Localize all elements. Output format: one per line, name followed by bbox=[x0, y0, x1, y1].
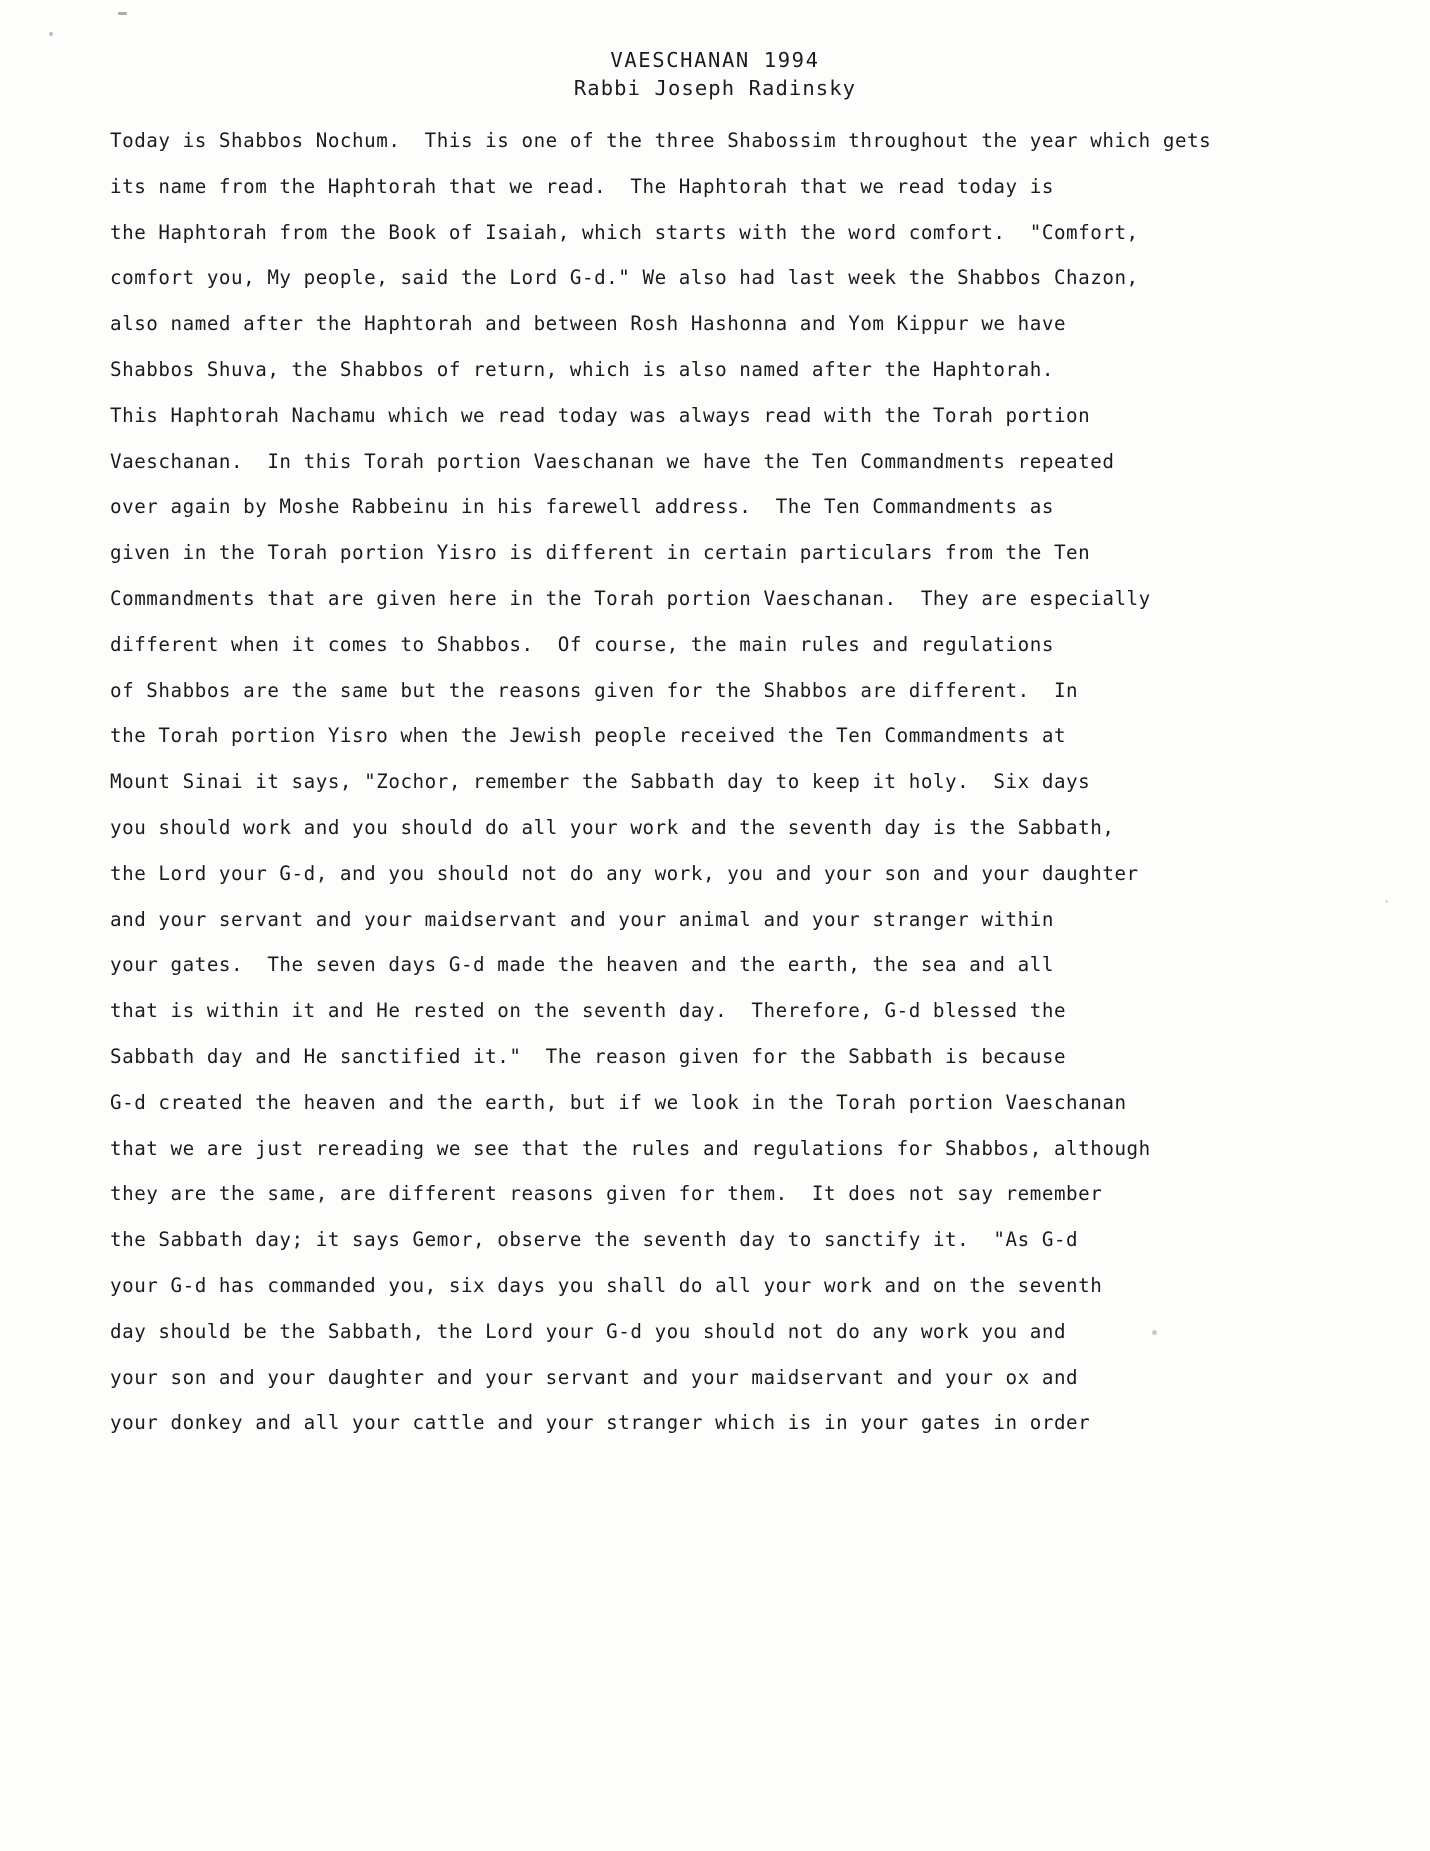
body-line: the Lord your G-d, and you should not do any work, you and your son and your daughter bbox=[110, 861, 1139, 885]
body-line: Commandments that are given here in the Torah portion Vaeschanan. They are especially bbox=[110, 586, 1151, 610]
body-line: the Torah portion Yisro when the Jewish people received the Ten Commandments at bbox=[110, 724, 1067, 748]
page-title: VAESCHANAN 1994 bbox=[610, 48, 820, 72]
body-line: of Shabbos are the same but the reasons given for the Shabbos are different. In bbox=[110, 678, 1079, 702]
body-line: that we are just rereading we see that the rules and regulations for Shabbos, although bbox=[110, 1136, 1151, 1160]
body-line: over again by Moshe Rabbeinu in his farewell address. The Ten Commandments as bbox=[110, 495, 1054, 519]
document-header bbox=[0, 46, 1430, 102]
body-line: they are the same, are different reasons given for them. It does not say remember bbox=[110, 1182, 1103, 1206]
body-line: given in the Torah portion Yisro is different in certain particulars from the Ten bbox=[110, 541, 1091, 565]
body-line: its name from the Haphtorah that we read. The Haphtorah that we read today is bbox=[110, 174, 1054, 198]
body-line: that is within it and He rested on the seventh day. Therefore, G-d blessed the bbox=[110, 999, 1067, 1023]
body-line: day should be the Sabbath, the Lord your G-d you should not do any work you and bbox=[110, 1319, 1067, 1343]
body-line: G-d created the heaven and the earth, but if we look in the Torah portion Vaeschanan bbox=[110, 1090, 1127, 1114]
body-line: Today is Shabbos Nochum. This is one of the three Shabossim throughout the year which gets bbox=[110, 129, 1212, 152]
body-line: This Haphtorah Nachamu which we read today was always read with the Torah portion bbox=[110, 403, 1091, 427]
body-line: the Haphtorah from the Book of Isaiah, which starts with the word comfort. "Comfort, bbox=[110, 220, 1139, 244]
body-line: your son and your daughter and your servant and your maidservant and your ox and bbox=[110, 1365, 1079, 1389]
body-line: Vaeschanan. In this Torah portion Vaeschanan we have the Ten Commandments repeated bbox=[110, 449, 1115, 473]
body-line: the Sabbath day; it says Gemor, observe the seventh day to sanctify it. "As G-d bbox=[110, 1228, 1079, 1252]
body-line: Sabbath day and He sanctified it." The reason given for the Sabbath is because bbox=[110, 1044, 1067, 1068]
scan-artifact-dot bbox=[1385, 900, 1388, 903]
scan-artifact-dot bbox=[49, 32, 53, 36]
body-line: your G-d has commanded you, six days you shall do all your work and on the seventh bbox=[110, 1273, 1103, 1297]
body-line: you should work and you should do all your work and the seventh day is the Sabbath, bbox=[110, 815, 1115, 839]
body-line: Mount Sinai it says, "Zochor, remember the Sabbath day to keep it holy. Six days bbox=[110, 770, 1091, 794]
body-line: and your servant and your maidservant and your animal and your stranger within bbox=[110, 907, 1054, 931]
scan-artifact-mark bbox=[118, 12, 127, 15]
body-line: your gates. The seven days G-d made the heaven and the earth, the sea and all bbox=[110, 953, 1054, 977]
body-line: different when it comes to Shabbos. Of course, the main rules and regulations bbox=[110, 632, 1054, 656]
body-line: your donkey and all your cattle and your stranger which is in your gates in order bbox=[110, 1411, 1091, 1435]
document-author: Rabbi Joseph Radinsky bbox=[573, 76, 857, 100]
body-line: Shabbos Shuva, the Shabbos of return, which is also named after the Haphtorah. bbox=[110, 357, 1054, 381]
body-line: comfort you, My people, said the Lord G-d." We also had last week the Shabbos Chazon, bbox=[110, 266, 1139, 290]
document-body bbox=[110, 118, 1212, 1446]
body-line: also named after the Haphtorah and between Rosh Hashonna and Yom Kippur we have bbox=[110, 312, 1067, 336]
body-paragraph bbox=[110, 118, 1212, 1446]
